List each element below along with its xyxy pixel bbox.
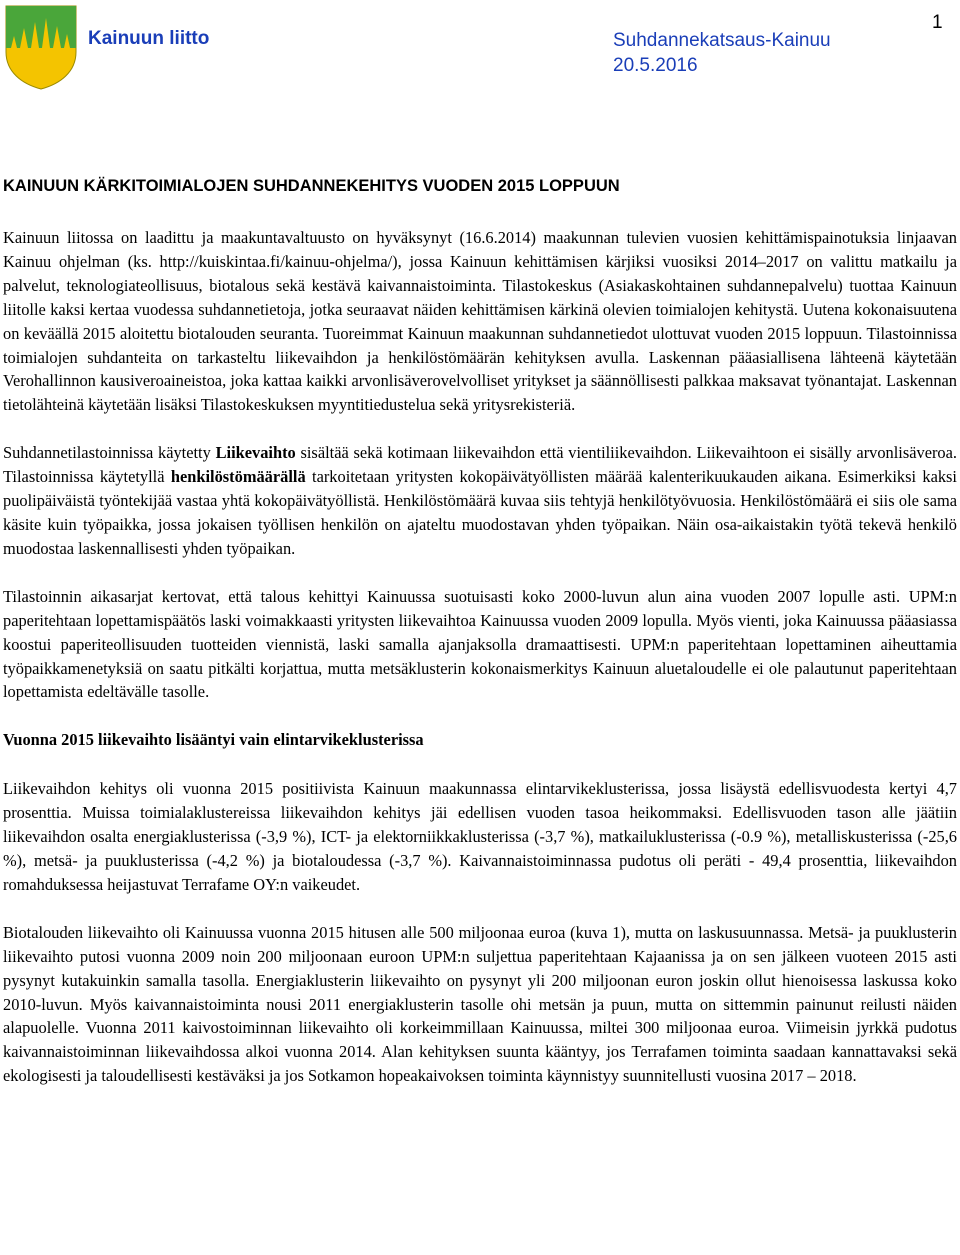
document-title: Suhdannekatsaus-Kainuu xyxy=(613,30,831,51)
paragraph-definitions xyxy=(3,441,957,561)
paragraph-bioeconomy: Biotalouden liikevaihto oli Kainuussa vuonna 2015 hitusen alle 500 miljoonaa euroa (kuva 1), mutta on laskusuunnassa. Metsä- ja puuklusterin liikevaihto putosi vuonna 2009 noin 200 miljoonaan euroon UPM:n suljettua paperitehtaan Kajaanissa ja on sen jälkeen vuoteen 2015 asti pysynyt kutakuinkin samalla tasolla. Energiaklusterin liikevaihto on pysynyt yli 200 miljoonan euron joskin ollut hienoisessa laskussa koko 2010-luvun. Myös kaivannaistoiminta nousi 2011 energiaklusterin tasolle ohi metsän ja puun, mutta on sittemmin painunut reilusti näiden alapuolelle. Vuonna 2011 kaivostoiminnan liikevaihto oli korkeimmillaan Kainuussa, miltei 300 miljoonaa euroa. Viimeisin jyrkkä pudotus kaivannaistoiminnan liikevaihdossa alkoi vuonna 2014. Alan kehityksen suunta kääntyy, jos Terrafamen toiminta saadaan kannattavaksi sekä ekologisesti ja taloudellisesti kestäväksi ja jos Sotkamon hopeakaivoksen toiminta käynnistyy suunnitellusti vuosina 2017 – 2018. xyxy=(3,922,957,1086)
document-body xyxy=(3,174,957,1112)
paragraph-time-series: Tilastoinnin aikasarjat kertovat, että talous kehittyi Kainuussa suotuisasti koko 2000-luvun alun aina vuoden 2007 lopulle asti. UPM:n paperitehtaan lopettamispäätös laski voimakkaasti yritysten liikevaihtoa Kainuussa vuoden 2009 lopulla. Myös vienti, joka Kainuussa pääasiassa koostui paperiteollisuuden tuotteiden viennistä, laski samalla ajanjaksolla dramaattisesti. UPM:n paperitehtaan lopettaminen aiheuttamia työpaikkamenetyksiä on saatu pitkälti korjattua, mutta metsäklusterin kokonaismerkitys Kainuun aluetaloudelle ei ole palautunut paperitehtaan lopettamista edeltävälle tasolle. xyxy=(3,586,957,702)
main-title: KAINUUN KÄRKITOIMIALOJEN SUHDANNEKEHITYS VUODEN 2015 LOPPUUN xyxy=(3,177,620,195)
paragraph-turnover-2015: Liikevaihdon kehitys oli vuonna 2015 positiivista Kainuun maakunnassa elintarvikeklusterissa, jossa lisäystä edellisvuodesta kertyi 4,7 prosenttia. Muissa toimialaklustereissa liikevaihdon kehitys jäi edellisen vuoden tasoa heikommaksi. Edellisvuoden tason alle jäätiin liikevaihdon osalta energiaklusterissa (-3,9 %), ICT- ja elektorniikkaklusterissa (-3,7 %), matkailuklusterissa (-0.9 %), metalliskusterissa (-25,6 %), metsä- ja puuklusterissa (-4,2 %) ja biotaloudessa (-3,7 %). Kaivannaistoiminnassa pudotus oli peräti - 49,4 prosenttia, liikevaihdon romahduksessa heijastuvat Terrafame OY:n vaikeudet. xyxy=(3,779,957,894)
kainuu-coat-of-arms-icon xyxy=(4,4,78,90)
document-date: 20.5.2016 xyxy=(613,55,698,76)
section-title: Vuonna 2015 liikevaihto lisääntyi vain elintarvikeklusterissa xyxy=(3,730,424,750)
page-number: 1 xyxy=(932,12,943,33)
document-title-block xyxy=(613,28,831,78)
term-liikevaihto: Liikevaihto xyxy=(215,443,296,463)
term-henkilostomaara: henkilöstömäärällä xyxy=(170,467,306,487)
text-run: sisältää sekä kotimaan liikevaihdon että vientiliikevaihdon. Liikevaihtoon ei sisälly arvonlisäveroa. Tilastoinnissa käytetyllä xyxy=(3,443,957,487)
paragraph-intro: Kainuun liitossa on laadittu ja maakuntavaltuusto on hyväksynyt (16.6.2014) maakunnan tulevien vuosien kehittämispainotuksia linjaavan Kainuu ohjelman (ks. http://kuiskintaa.fi/kainuu-ohjelma/), jossa Kainuun kehittämisen kärjiksi vuosiksi 2014–2017 on valittu matkailu ja palvelut, teknologiateollisuus, biotalous sekä kestävä kaivannaistoiminta. Tilastokeskus (Asiakaskohtainen suhdannepalvelu) tuottaa Kainuun liitolle kaksi kertaa vuodessa suhdannetietoja, jotka seuraavat näiden kehittämisen kärkinä olevien toimialojen kehitystä. Uutena kokonaisuutena on keväällä 2015 aloitettu biotalouden seuranta. Tuoreimmat Kainuun maakunnan suhdannetiedot ulottuvat vuoden 2015 loppuun. Tilastoinnissa toimialojen suhdanteita on tarkasteltu liikevaihdon ja henkilöstömäärän kehityksen avulla. Laskennan pääasiallisena lähteenä käytetään Verohallinnon kausiveroaineistoa, joka kattaa kaikki arvonlisäverovelvolliset yritykset ja säännöllisesti palkkaa maksavat työnantajat. Laskennan tietolähteinä käytetään lisäksi Tilastokeskuksen myyntitiedustelua sekä yritysrekisteriä. xyxy=(3,228,957,415)
organization-name: Kainuun liitto xyxy=(88,28,210,49)
text-run: Suhdannetilastoinnissa käytetty xyxy=(3,443,216,463)
text-run: tarkoitetaan yritysten kokopäivätyöllisten määrää kalenterikuukauden aikana. Esimerkiksi kaksi puolipäiväistä työntekijää vastaa yhtä kokopäivätyöllistä. Henkilöstömäärä kuvaa siis tehtyjä henkilötyövuosia. Henkilöstömäärä ei siis ole sama käsite kuin työpaikka, jossa jokaisen työllisen henkilön on ajateltu muodostavan yhden työpaikan. Näin osa-aikaistakin työtä tekevä henkilö muodostaa laskennallisesti yhden työpaikan. xyxy=(3,467,957,558)
page-header xyxy=(0,0,960,100)
